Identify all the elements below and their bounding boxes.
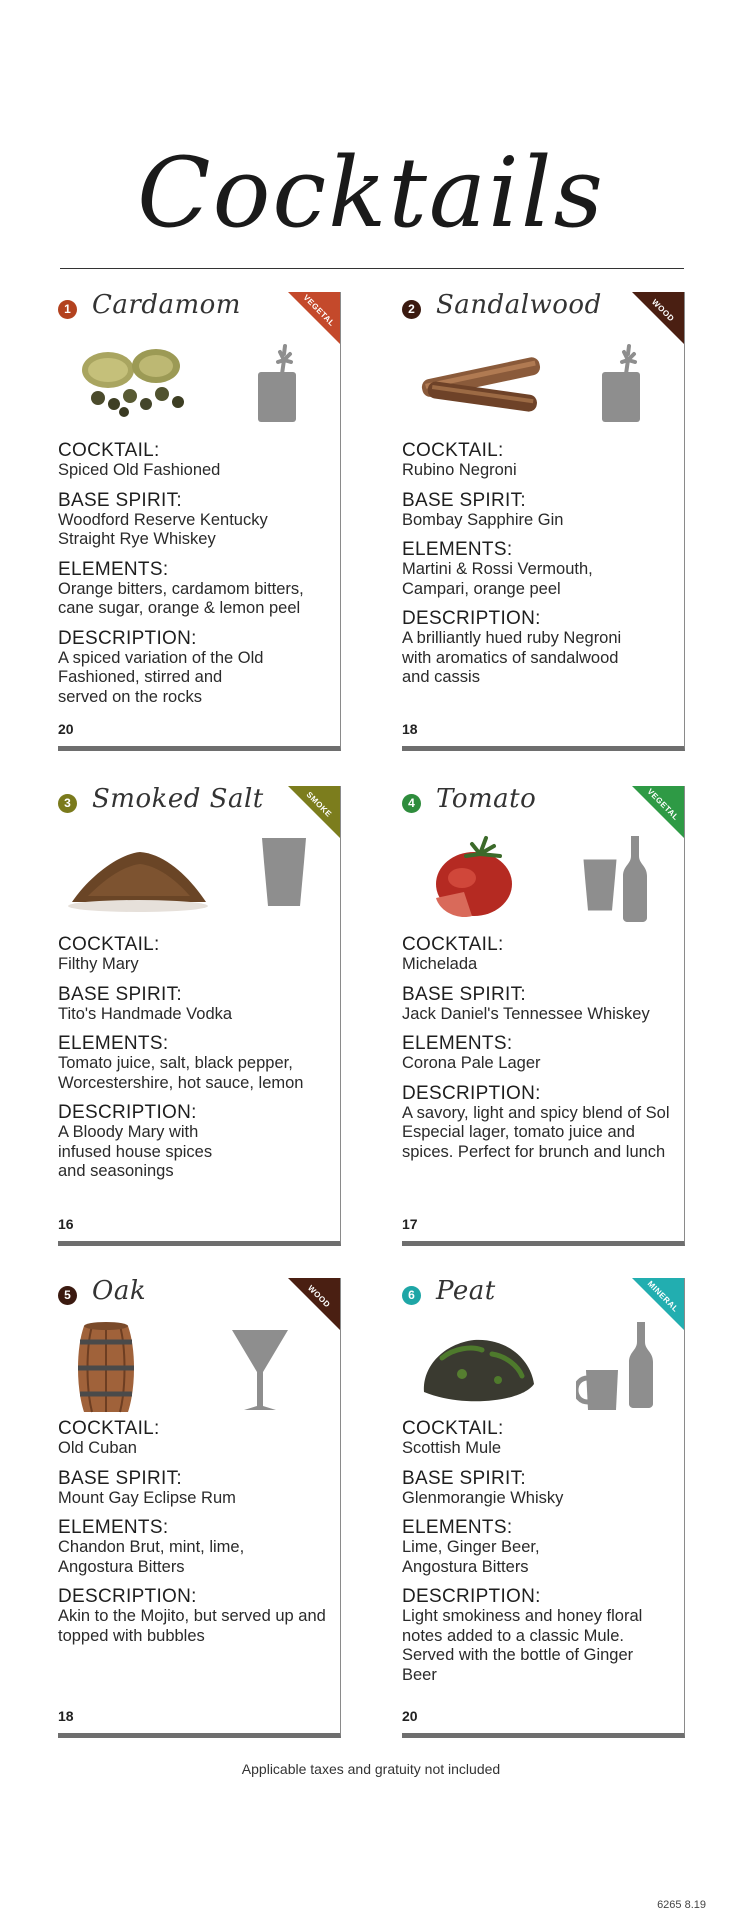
- cocktail-label: COCKTAIL:: [402, 934, 504, 955]
- cocktail-card-cardamom: [58, 292, 341, 751]
- elements-label: ELEMENTS:: [58, 558, 169, 580]
- card-number-badge: 1: [58, 300, 77, 319]
- description-value: A Bloody Mary with infused house spices and seasonings: [58, 1123, 213, 1180]
- elements-value: Orange bitters, cardamom bitters, cane sugar, orange & lemon peel: [58, 579, 304, 617]
- elements-value: Chandon Brut, mint, lime, Angostura Bitters: [58, 1538, 245, 1576]
- elements-label: ELEMENTS:: [402, 1517, 513, 1538]
- description-value: Light smokiness and honey floral notes added to a classic Mule. Served with the bottle of Ginger Beer: [402, 1607, 643, 1684]
- cocktail-value: Rubino Negroni: [402, 461, 517, 479]
- mug-icon: [576, 1318, 620, 1418]
- card-number-badge: 6: [402, 1286, 421, 1305]
- cocktail-card-tomato: [402, 786, 685, 1246]
- cocktail-card-peat: [402, 1278, 685, 1738]
- price: 17: [402, 1216, 418, 1232]
- card-name: Oak: [92, 1276, 147, 1306]
- elements-label: ELEMENTS:: [58, 1033, 169, 1054]
- base-spirit-label: BASE SPIRIT:: [58, 983, 182, 1005]
- menu-title: Cocktails: [137, 137, 605, 249]
- card-number-badge: 4: [402, 794, 421, 813]
- description-label: DESCRIPTION:: [58, 1586, 197, 1607]
- base-spirit-value: Woodford Reserve Kentucky Straight Rye Whiskey: [58, 510, 268, 548]
- elements-value: Martini & Rossi Vermouth, Campari, orange peel: [402, 560, 593, 598]
- oak-barrel-illustration: [58, 1318, 218, 1418]
- category-corner-tag: [288, 1278, 340, 1330]
- card-name: Sandalwood: [436, 290, 602, 320]
- martini-glass-icon: [232, 1318, 288, 1418]
- description-label: DESCRIPTION:: [402, 1082, 541, 1104]
- category-label: WOOD: [305, 1283, 333, 1310]
- card-name: Peat: [436, 1276, 496, 1306]
- cocktail-label: COCKTAIL:: [58, 934, 160, 955]
- base-spirit-value: Glenmorangie Whisky: [402, 1488, 564, 1507]
- category-label: SMOKE: [304, 790, 334, 819]
- base-spirit-value: Bombay Sapphire Gin: [402, 510, 564, 529]
- description-label: DESCRIPTION:: [58, 627, 197, 649]
- card-number-badge: 2: [402, 300, 421, 319]
- cocktail-label: COCKTAIL:: [402, 1418, 504, 1439]
- description-label: DESCRIPTION:: [58, 1102, 197, 1123]
- elements-value: Lime, Ginger Beer, Angostura Bitters: [402, 1538, 540, 1576]
- price: 18: [58, 1708, 74, 1724]
- tomato-illustration: [402, 826, 562, 926]
- print-code: 6265 8.19: [657, 1899, 706, 1911]
- base-spirit-label: BASE SPIRIT:: [402, 489, 526, 511]
- description-label: DESCRIPTION:: [402, 608, 541, 629]
- description-value: A brilliantly hued ruby Negroni with aromatics of sandalwood and cassis: [402, 629, 622, 686]
- rocks-glass-with-mint-icon: [598, 332, 644, 432]
- description-label: DESCRIPTION:: [402, 1586, 541, 1607]
- elements-value: Corona Pale Lager: [402, 1054, 541, 1072]
- pint-glass-icon: [260, 826, 308, 926]
- base-spirit-value: Jack Daniel's Tennessee Whiskey: [402, 1004, 650, 1023]
- base-spirit-label: BASE SPIRIT:: [58, 1467, 182, 1489]
- base-spirit-label: BASE SPIRIT:: [402, 983, 526, 1005]
- base-spirit-label: BASE SPIRIT:: [402, 1467, 526, 1489]
- sandalwood-sticks-illustration: [402, 332, 562, 432]
- base-spirit-label: BASE SPIRIT:: [58, 489, 182, 511]
- card-number-badge: 5: [58, 1286, 77, 1305]
- description-value: A spiced variation of the Old Fashioned, stirred and served on the rocks: [58, 648, 264, 706]
- category-label: WOOD: [649, 297, 677, 324]
- cocktail-card-smoked-salt: [58, 786, 341, 1246]
- card-name: Cardamom: [92, 290, 241, 320]
- price: 20: [58, 721, 74, 737]
- description-value: Akin to the Mojito, but served up and topped with bubbles: [58, 1607, 326, 1645]
- cocktail-value: Filthy Mary: [58, 955, 139, 973]
- cocktail-label: COCKTAIL:: [402, 440, 504, 461]
- cocktail-value: Spiced Old Fashioned: [58, 461, 221, 479]
- title-divider: [60, 268, 684, 269]
- rocks-glass-with-mint-icon: [254, 332, 300, 432]
- cocktail-value: Scottish Mule: [402, 1439, 502, 1457]
- category-label: VEGETAL: [645, 786, 681, 823]
- price: 16: [58, 1216, 74, 1232]
- pint-glass-icon: [582, 826, 618, 926]
- elements-label: ELEMENTS:: [402, 539, 513, 560]
- card-number-badge: 3: [58, 794, 77, 813]
- tax-gratuity-footnote: Applicable taxes and gratuity not included: [241, 1761, 501, 1777]
- cocktail-label: COCKTAIL:: [58, 1418, 160, 1439]
- peat-moss-illustration: [402, 1318, 562, 1418]
- beer-bottle-icon: [622, 826, 648, 926]
- cocktail-value: Old Cuban: [58, 1439, 137, 1457]
- price: 18: [402, 721, 418, 737]
- elements-value: Tomato juice, salt, black pepper, Worcestershire, hot sauce, lemon: [58, 1054, 304, 1092]
- description-value: A savory, light and spicy blend of Sol Especial lager, tomato juice and spices. Perfect for brunch and lunch: [402, 1103, 670, 1161]
- elements-label: ELEMENTS:: [402, 1033, 513, 1054]
- base-spirit-value: Tito's Handmade Vodka: [58, 1004, 233, 1023]
- cardamom-pods-illustration: [58, 332, 218, 432]
- price: 20: [402, 1708, 418, 1724]
- beer-bottle-icon: [628, 1318, 654, 1418]
- category-label: MINERAL: [645, 1279, 681, 1314]
- cocktail-card-sandalwood: [402, 292, 685, 751]
- card-name: Smoked Salt: [92, 784, 264, 814]
- elements-label: ELEMENTS:: [58, 1517, 169, 1538]
- category-label: VEGETAL: [301, 292, 337, 329]
- smoked-salt-pile-illustration: [58, 826, 218, 926]
- base-spirit-value: Mount Gay Eclipse Rum: [58, 1488, 236, 1507]
- cocktail-card-oak: [58, 1278, 341, 1738]
- cocktail-label: COCKTAIL:: [58, 440, 160, 461]
- card-name: Tomato: [436, 784, 537, 814]
- cocktail-value: Michelada: [402, 955, 478, 973]
